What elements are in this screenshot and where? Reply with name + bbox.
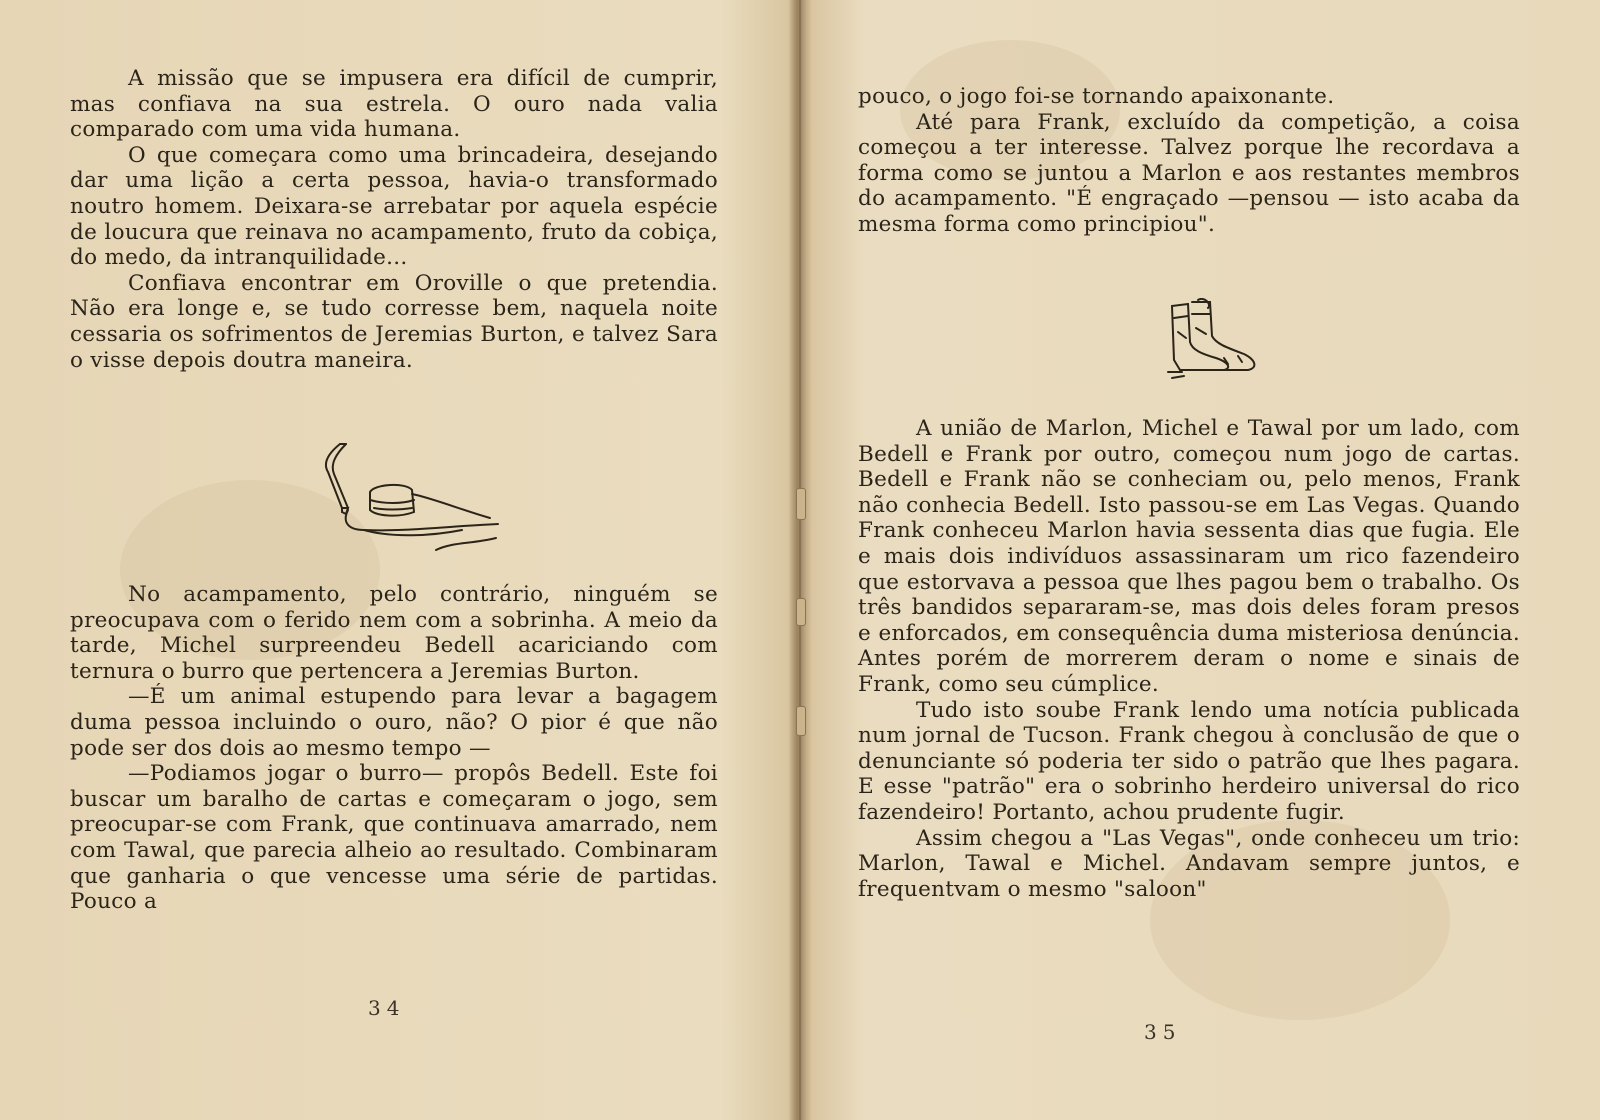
right-bottom-text [858,416,1520,902]
right-top-text [858,84,1520,238]
left-top-text [70,66,718,373]
page-number: 35 [1144,1020,1182,1044]
paragraph: Assim chegou a "Las Vegas", onde conheceu um trio: Marlon, Tawal e Michel. Andavam sempre juntos, e frequentvam o mesmo "saloon" [858,825,1520,902]
left-bottom-text [70,582,718,915]
paragraph: No acampamento, pelo contrário, ninguém se preocupava com o ferido nem com a sobrinha. A meio da tarde, Michel surpreendeu Bedell acariciando com ternura o burro que pertencera a Jeremias Burton. [70,582,718,684]
paragraph: pouco, o jogo foi-se tornando apaixonante. [858,84,1335,109]
paragraph: A união de Marlon, Michel e Tawal por um lado, com Bedell e Frank por outro, começou num jogo de cartas. Bedell e Frank não se conheciam ou, pelo menos, Frank não conhecia Bedell. Isto passou-se em Las Vegas. Quando Frank conheceu Marlon havia sessenta dias que fugia. Ele e mais dois indivíduos assassinaram um rico fazendeiro que estorvava a pessoa que lhes pagou bem o trabalho. Os três bandidos separaram-se, mas dois deles foram presos e enforcados, em consequência duma misteriosa denúncia. Antes porém de morrerem deram o nome e sinais de Frank, como seu cúmplice. [858,416,1520,697]
hat-and-pipe-illustration [312,438,512,563]
cowboy-boots-illustration [1158,298,1268,388]
page-number: 34 [368,996,406,1020]
paragraph: Confiava encontrar em Oroville o que pretendia. Não era longe e, se tudo corresse bem, naquela noite cessaria os sofrimentos de Jeremias Burton, e talvez Sara o visse depois doutra maneira. [70,270,718,373]
dialogue-line: —Podiamos jogar o burro— propôs Bedell. Este foi buscar um baralho de cartas e começaram o jogo, sem preocupar-se com Frank, que continuava amarrado, nem com Tawal, que parecia alheio ao resultado. Combinaram que ganharia o que vencesse uma série de partidas. Pouco a [70,761,718,915]
paragraph: O que começara como uma brincadeira, desejando dar uma lição a certa pessoa, havia-o transformado noutro homem. Deixara-se arrebatar por aquela espécie de loucura que reinava no acampamento, fruto da cobiça, do medo, da intranquilidade... [70,142,718,271]
right-page [800,0,1600,1120]
paragraph: Até para Frank, excluído da competição, a coisa começou a ter interesse. Talvez porque lhe recordava a forma como se juntou a Marlon e aos restantes membros do acampamento. "É engraçado —pensou — isto acaba da mesma forma como principiou". [858,109,1520,237]
dialogue-line: —É um animal estupendo para levar a bagagem duma pessoa incluindo o ouro, não? O pior é que não pode ser dos dois ao mesmo tempo — [70,684,718,761]
paragraph: Tudo isto soube Frank lendo uma notícia publicada num jornal de Tucson. Frank chegou à conclusão de que o denunciante só poderia ter sido o patrão que lhes pagara. E esse "patrão" era o sobrinho herdeiro universal do rico fazendeiro! Portanto, achou prudente fugir. [858,697,1520,825]
paragraph: A missão que se impusera era difícil de cumprir, mas confiava na sua estrela. O ouro nada valia comparado com uma vida humana. [70,66,718,143]
